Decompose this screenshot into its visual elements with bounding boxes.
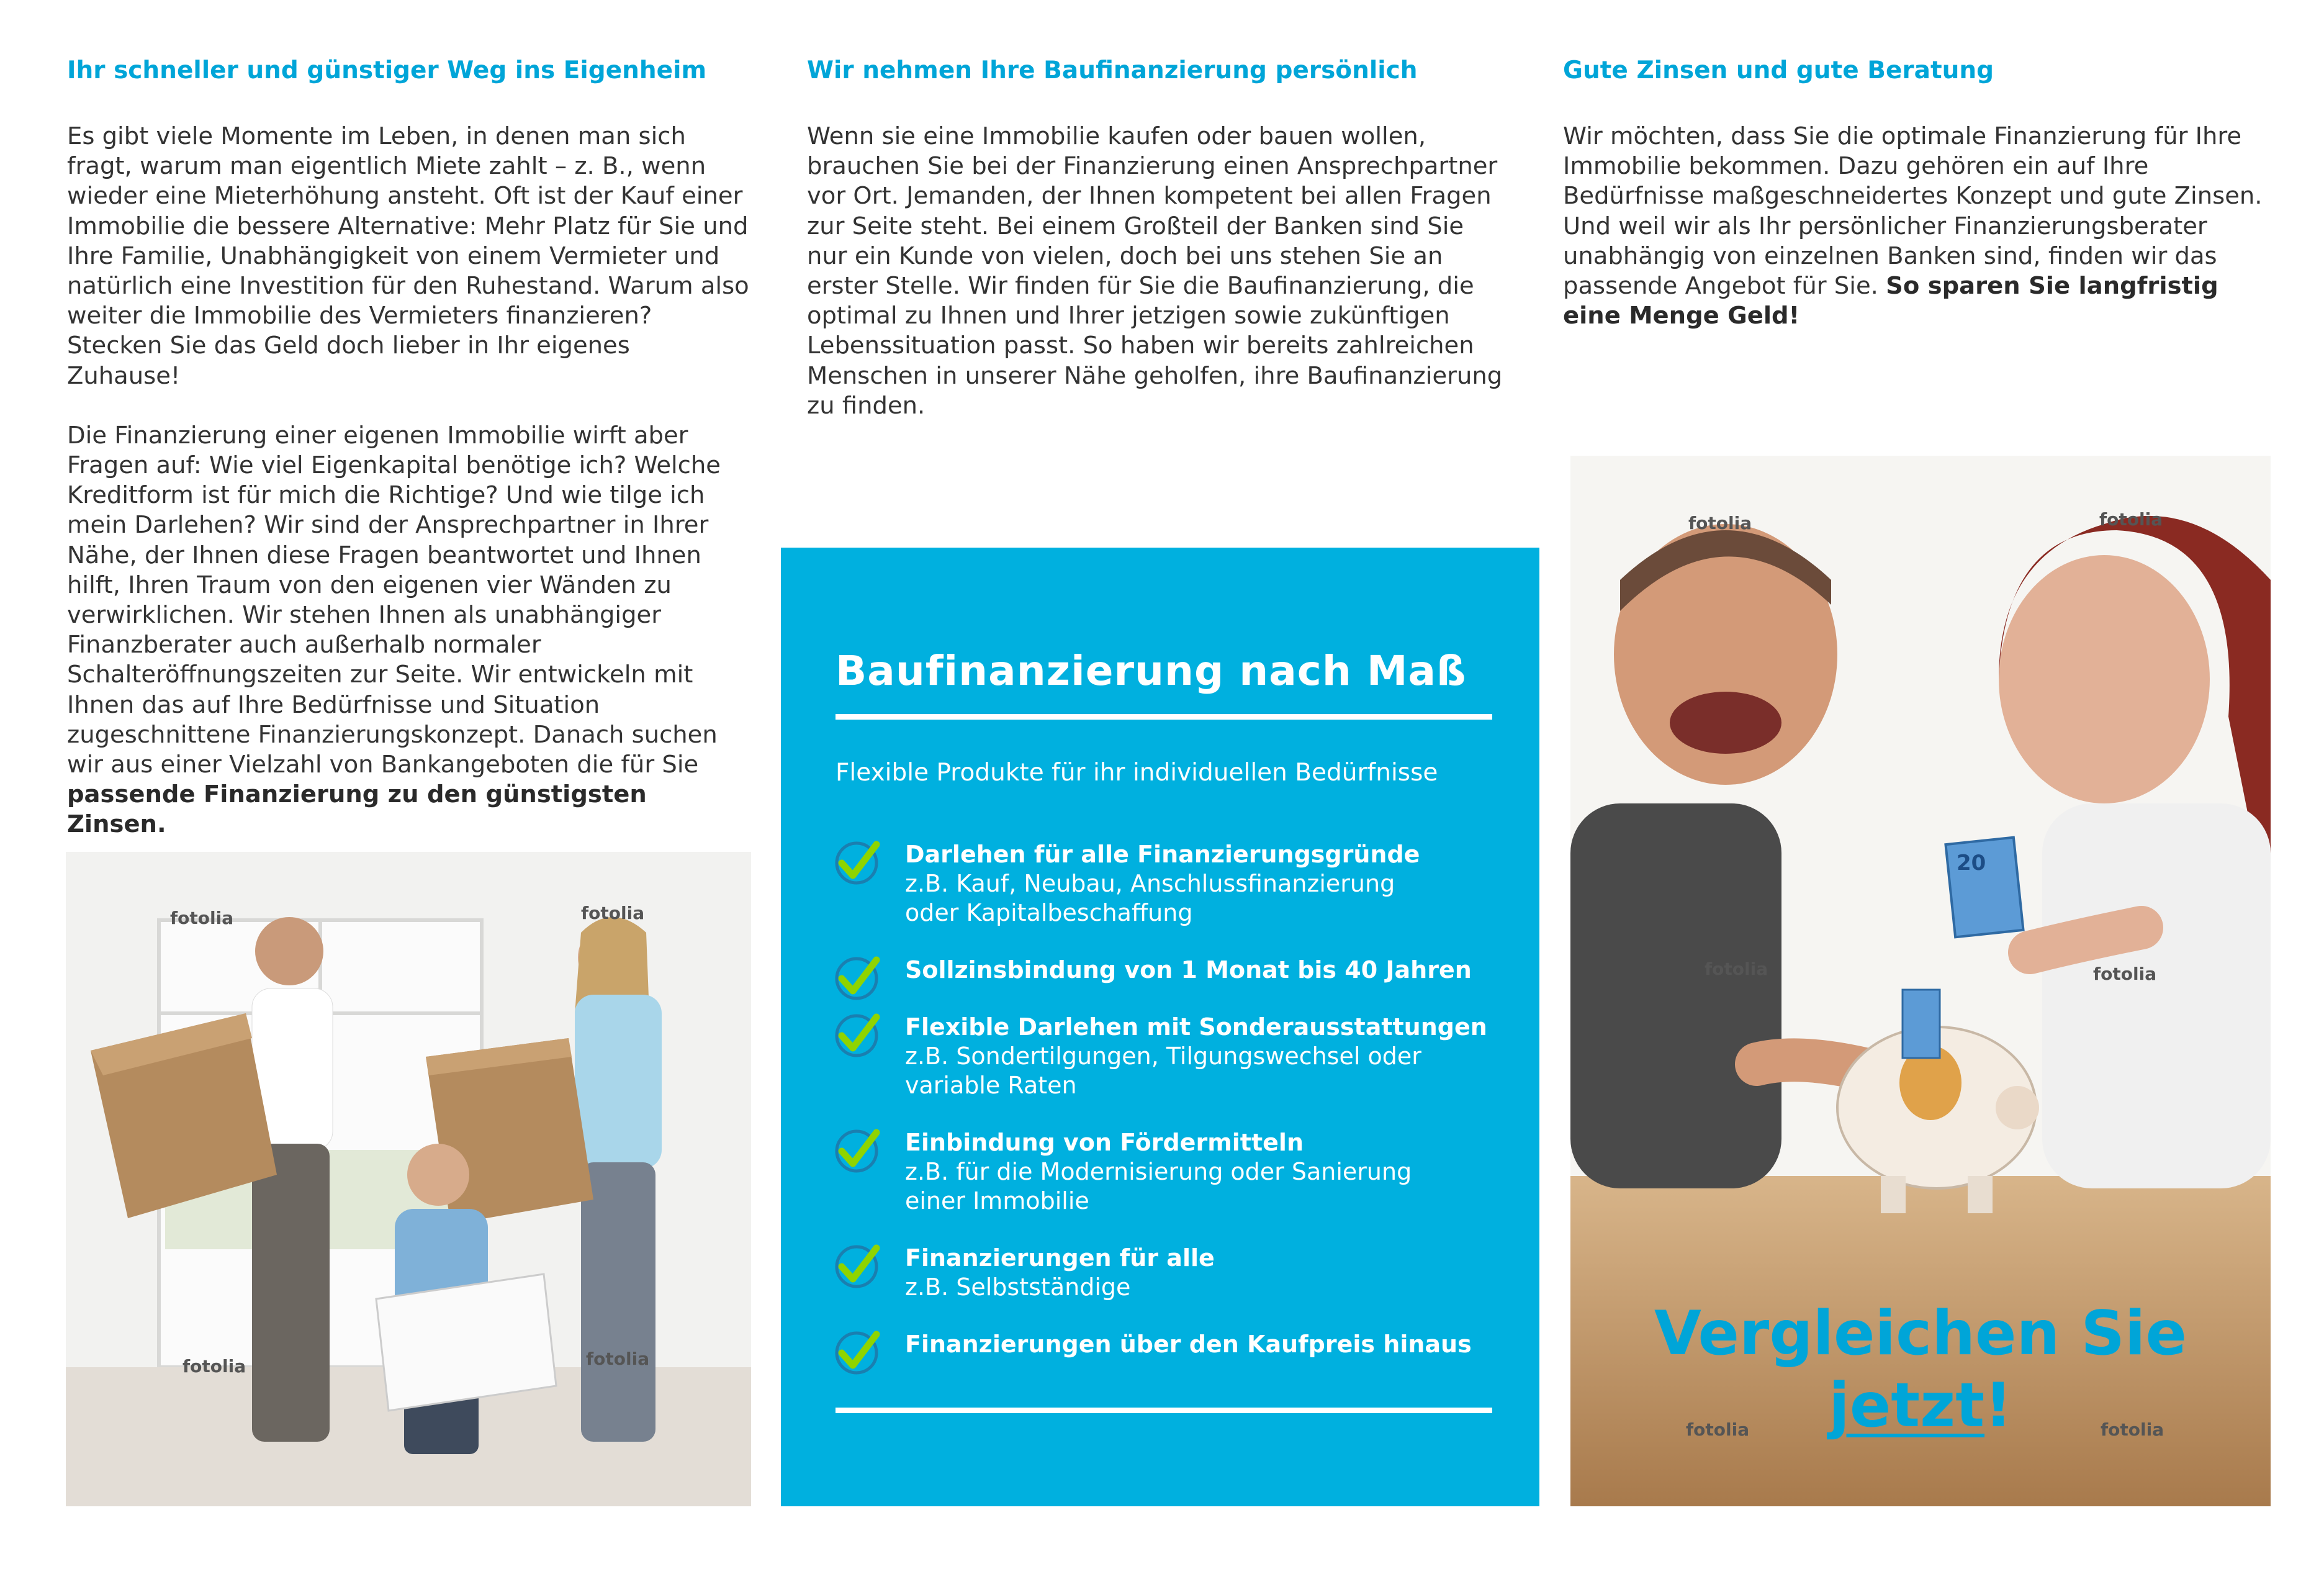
- checkmark-icon: [832, 1010, 881, 1059]
- feature-title: Darlehen für alle Finanzierungsgründe: [905, 841, 1420, 868]
- feature-detail: oder Kapitalbeschaffung: [905, 899, 1193, 926]
- cta-jetzt-link[interactable]: jetzt: [1829, 1370, 1985, 1441]
- panel-subtitle: Flexible Produkte für ihr individuellen Bedürfnisse: [835, 759, 1438, 787]
- feature-item: [832, 839, 1502, 928]
- paragraph-optimale-bold: So sparen Sie langfristig eine Menge Geld!: [1563, 272, 2218, 330]
- fotolia-watermark: fotolia: [170, 908, 234, 928]
- panel-divider-bottom: [835, 1408, 1492, 1413]
- feature-item: [832, 955, 1502, 985]
- feature-detail: z.B. Sondertilgungen, Tilgungswechsel oder: [905, 1042, 1421, 1070]
- paragraph-miete: Es gibt viele Momente im Leben, in denen man sich fragt, warum man eigentlich Miete zahlt – z. B., wenn wieder eine Mieterhöhung ansteht. Oft ist der Kauf einer Immobilie die bessere Alternative: Mehr Platz für Sie und Ihre Familie, Unabhängigkeit von einem Vermieter und natürlich eine Investition für den Ruhestand. Warum also weiter die Immobilie des Vermieters finanzieren? Stecken Sie das Geld doch lieber in Ihr eigenes Zuhause!: [67, 122, 749, 390]
- banknote-value: 20: [1957, 851, 1986, 875]
- fotolia-watermark: fotolia: [1686, 1419, 1750, 1440]
- feature-item: [832, 1128, 1502, 1216]
- cta-line: Vergleichen Sie: [1654, 1298, 2187, 1369]
- column-persoenlich: [807, 56, 1508, 451]
- feature-detail: einer Immobilie: [905, 1187, 1089, 1214]
- feature-detail: z.B. Selbstständige: [905, 1273, 1131, 1301]
- paragraph-finanzierung: [67, 421, 750, 840]
- baufinanzierung-panel: [781, 548, 1539, 1506]
- feature-title: Finanzierungen für alle: [905, 1244, 1215, 1272]
- fotolia-watermark: fotolia: [2099, 509, 2163, 530]
- cta-line2: [1570, 1370, 2271, 1442]
- family-moving-photo: [66, 852, 751, 1506]
- feature-detail: z.B. Kauf, Neubau, Anschlussfinanzierung: [905, 870, 1395, 897]
- heading-eigenheim: Ihr schneller und günstiger Weg ins Eigenheim: [67, 57, 707, 84]
- fotolia-watermark: fotolia: [2093, 964, 2157, 984]
- checkmark-icon: [832, 1241, 881, 1290]
- checkmark-icon: [832, 1327, 881, 1377]
- fotolia-watermark: fotolia: [1705, 959, 1768, 979]
- feature-item: [832, 1243, 1502, 1302]
- feature-item: [832, 1329, 1502, 1359]
- heading-beratung: Gute Zinsen und gute Beratung: [1563, 57, 1994, 84]
- checkmark-icon: [832, 1125, 881, 1175]
- paragraph-finanzierung-bold: passende Finanzierung zu den günstigsten Zinsen.: [67, 780, 647, 839]
- fotolia-watermark: fotolia: [182, 1356, 246, 1377]
- fotolia-watermark: fotolia: [1688, 513, 1752, 533]
- feature-list: [832, 839, 1502, 1386]
- panel-title: Baufinanzierung nach Maß: [835, 647, 1467, 695]
- paragraph-optimale-finanzierung: [1563, 122, 2264, 331]
- checkmark-icon: [832, 952, 881, 1002]
- fotolia-watermark: fotolia: [581, 903, 645, 923]
- feature-title: Flexible Darlehen mit Sonderausstattungen: [905, 1013, 1487, 1041]
- feature-title: Einbindung von Fördermitteln: [905, 1129, 1304, 1156]
- panel-divider-top: [835, 714, 1492, 720]
- cta-exclamation: !: [1984, 1370, 2012, 1441]
- checkmark-icon: [832, 837, 881, 887]
- paragraph-finanzierung-text: Die Finanzierung einer eigenen Immobilie wirft aber Fragen auf: Wie viel Eigenkapital benötige ich? Welche Kreditform ist für mich die Richtige? Und wie tilge ich mein Darlehen? Wir sind der Ansprechpartner in Ihrer Nähe, der Ihnen diese Fragen beantwortet und Ihnen hilft, Ihren Traum von den eigenen vier Wänden zu verwirklichen. Wir stehen Ihnen als unabhängiger Finanzberater auch außerhalb normaler Schalteröffnungszeiten zur Seite. Wir entwickeln mit Ihnen das auf Ihre Bedürfnisse und Situation zugeschnittene Finanzierungskonzept. Danach suchen wir aus einer Vielzahl von Bankangeboten die für Sie: [67, 421, 721, 779]
- heading-persoenlich: Wir nehmen Ihre Baufinanzierung persönlich: [807, 57, 1418, 84]
- feature-item: [832, 1012, 1502, 1100]
- feature-title: Finanzierungen über den Kaufpreis hinaus: [905, 1331, 1472, 1358]
- fotolia-watermark: fotolia: [586, 1349, 650, 1369]
- paragraph-ansprechpartner: Wenn sie eine Immobilie kaufen oder bauen wollen, brauchen Sie bei der Finanzierung einen Ansprechpartner vor Ort. Jemanden, der Ihnen kompetent bei allen Fragen zur Seite steht. Bei einem Großteil der Banken sind Sie nur ein Kunde von vielen, doch bei uns stehen Sie an erster Stelle. Wir finden für Sie die Baufinanzierung, die optimal zu Ihnen und Ihrer jetzigen sowie zukünftigen Lebenssituation passt. So haben wir bereits zahlreichen Menschen in unserer Nähe geholfen, ihre Baufinanzierung zu finden.: [807, 122, 1503, 420]
- fotolia-watermark: fotolia: [2101, 1419, 2164, 1440]
- feature-title: Sollzinsbindung von 1 Monat bis 40 Jahren: [905, 956, 1472, 983]
- feature-detail: variable Raten: [905, 1072, 1077, 1099]
- column-beratung: [1563, 56, 2264, 361]
- family-moving-illustration: [66, 852, 751, 1506]
- column-eigenheim: [67, 56, 750, 870]
- feature-detail: z.B. für die Modernisierung oder Sanierung: [905, 1158, 1412, 1185]
- paragraph-optimale-text: Wir möchten, dass Sie die optimale Finanzierung für Ihre Immobilie bekommen. Dazu gehören ein auf Ihre Bedürfnisse maßgeschneidertes Konzept und gute Zinsen. Und weil wir als Ihr persönlicher Finanzierungsberater unabhängig von einzelnen Banken sind, finden wir das passende Angebot für Sie.: [1563, 122, 2263, 301]
- cta-vergleichen: [1570, 1298, 2271, 1442]
